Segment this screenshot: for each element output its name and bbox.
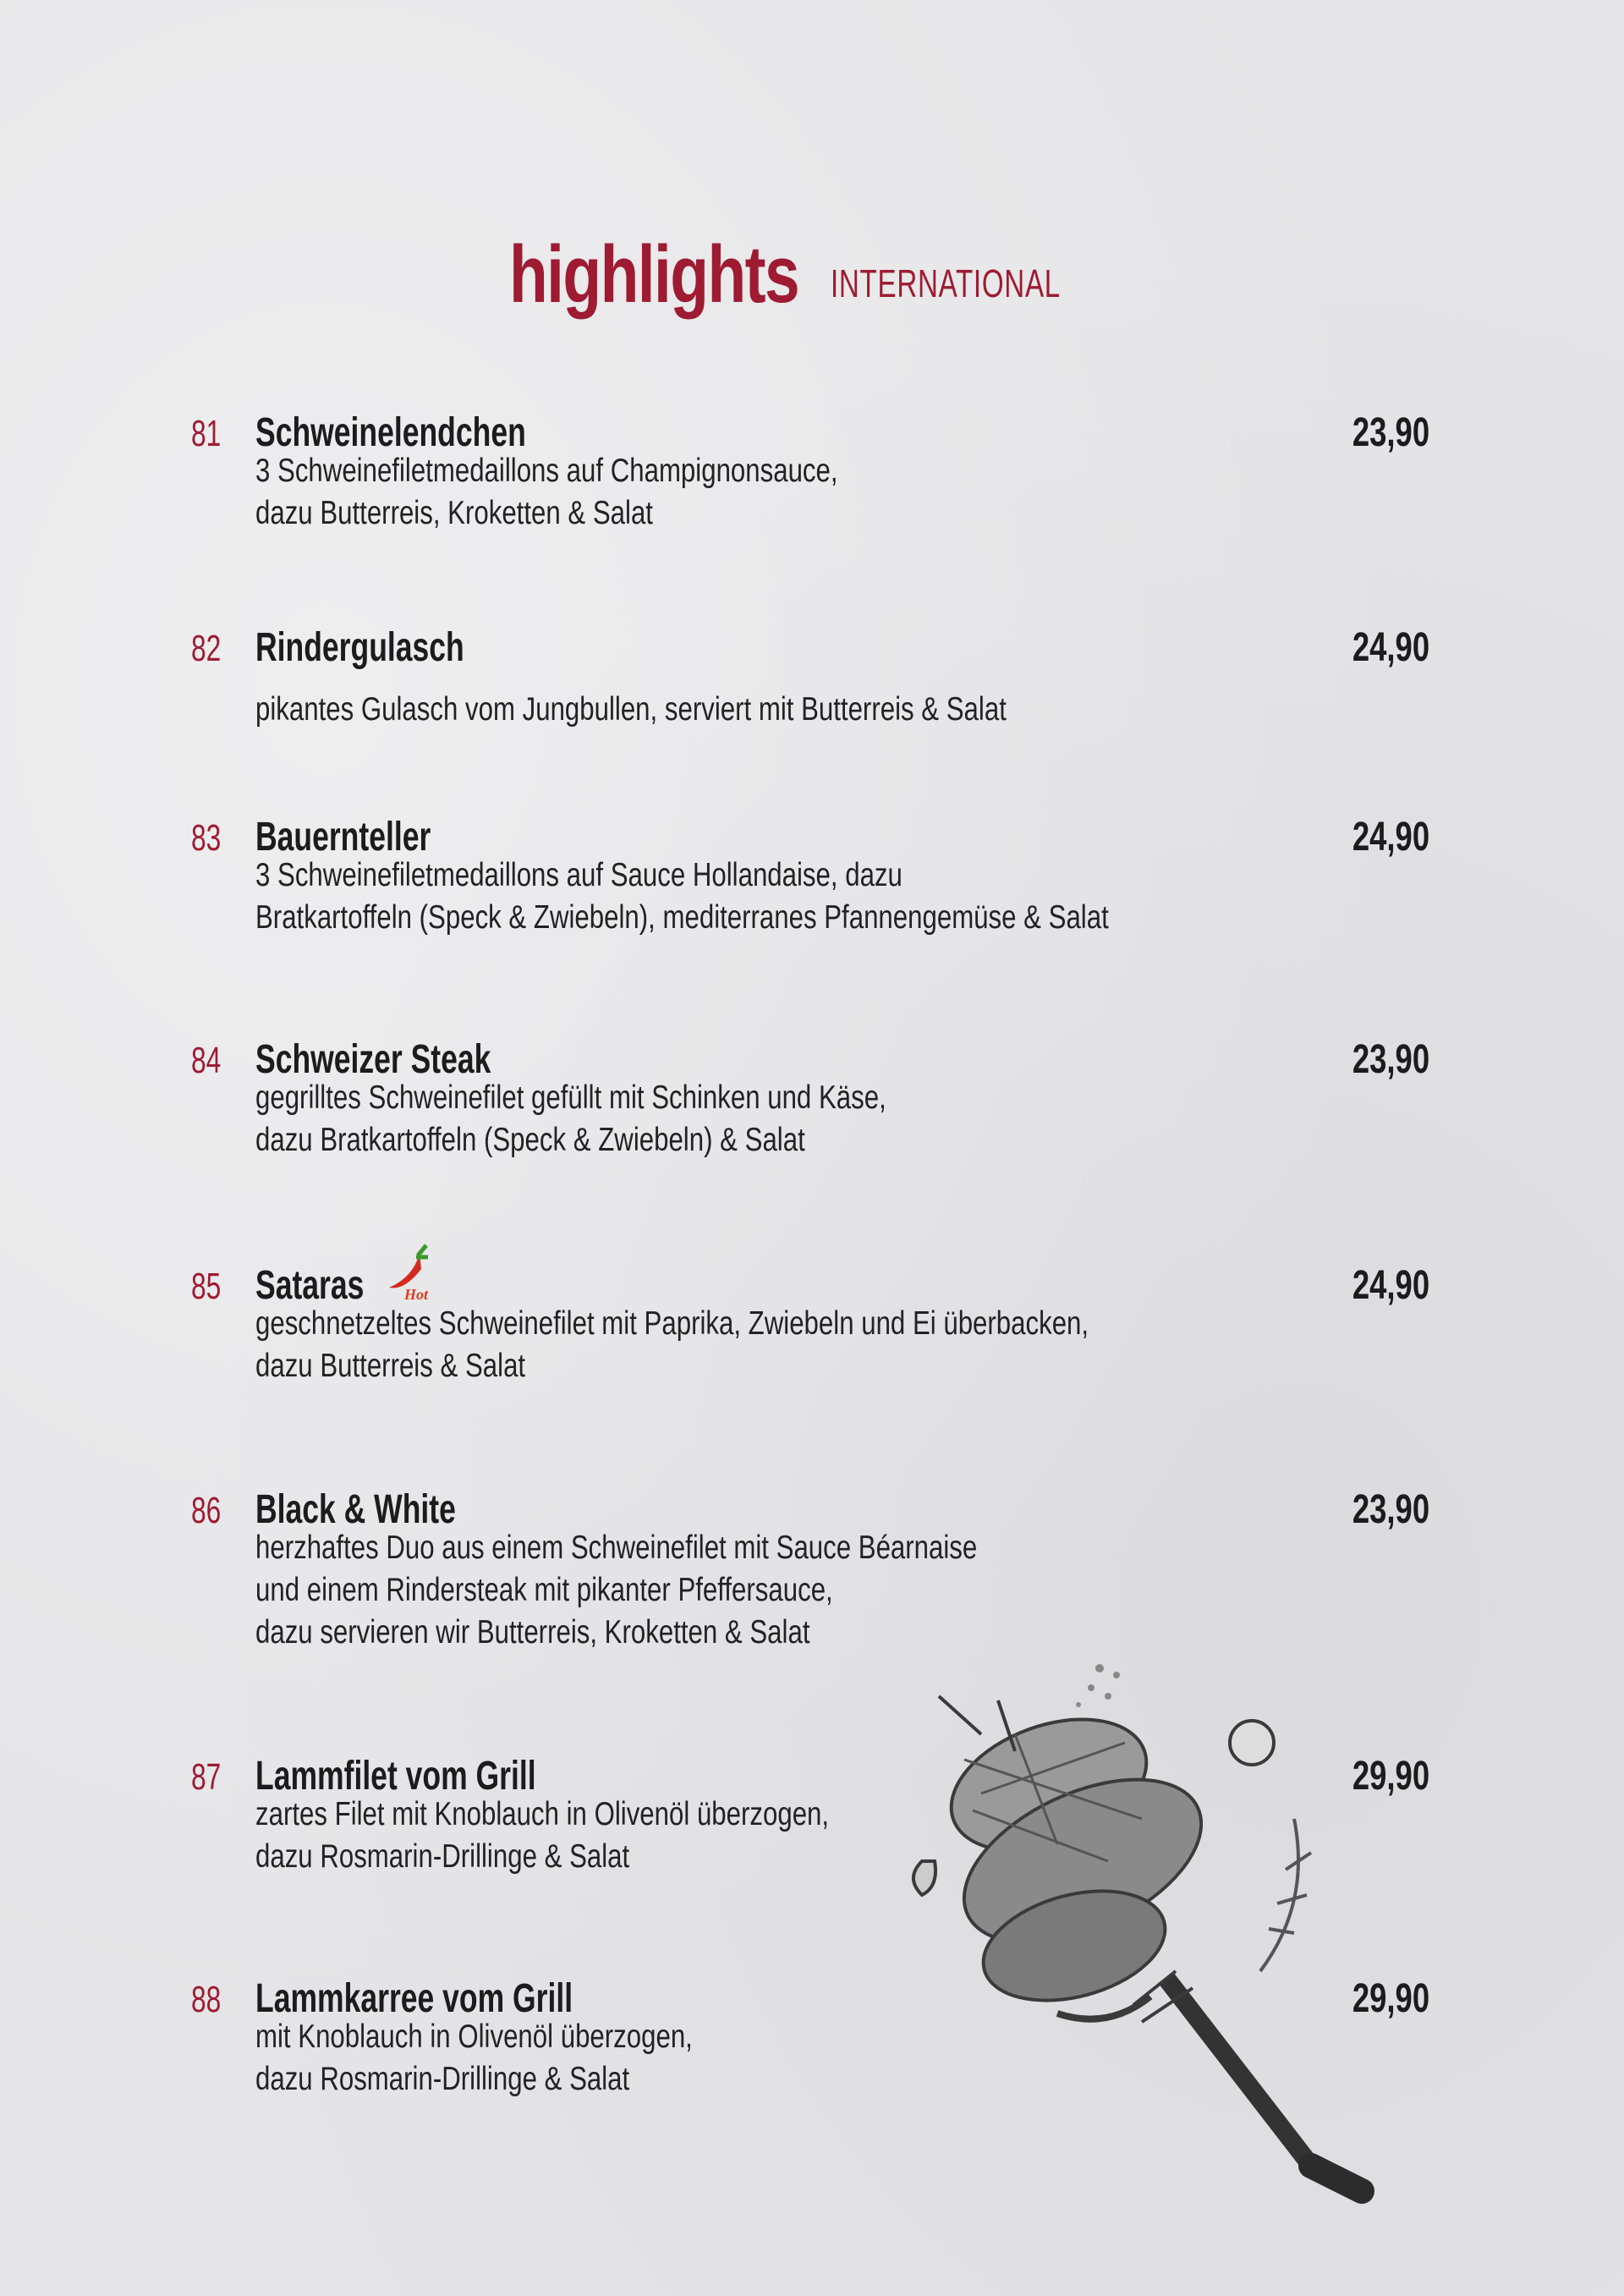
- item-name: Lammkarree vom Grill: [255, 1976, 573, 2021]
- description-line: Bratkartoffeln (Speck & Zwiebeln), mediterranes Pfannengemüse & Salat: [255, 899, 1109, 936]
- steak-on-fork-illustration: [888, 1650, 1413, 2208]
- description-line: 3 Schweinefiletmedaillons auf Sauce Hollandaise, dazu: [255, 857, 903, 893]
- item-name: Schweizer Steak: [255, 1037, 491, 1082]
- description-line: gegrilltes Schweinefilet gefüllt mit Schinken und Käse,: [255, 1079, 886, 1116]
- menu-heading: [509, 228, 1061, 321]
- page-title: highlights: [509, 229, 799, 320]
- description-line: dazu Rosmarin-Drillinge & Salat: [255, 1838, 630, 1875]
- item-number: 85: [191, 1266, 222, 1307]
- item-name: Rindergulasch: [255, 625, 464, 670]
- page-subtitle: INTERNATIONAL: [831, 261, 1061, 305]
- item-description: [255, 689, 1007, 731]
- item-price: 23,90: [1352, 1037, 1429, 1082]
- description-line: 3 Schweinefiletmedaillons auf Champignonsauce,: [255, 453, 838, 489]
- description-line: pikantes Gulasch vom Jungbullen, serviert mit Butterreis & Salat: [255, 691, 1007, 728]
- hot-chili-icon: [379, 1244, 438, 1303]
- item-price: 23,90: [1352, 1487, 1429, 1532]
- item-name: Schweinelendchen: [255, 410, 526, 455]
- item-description: [255, 450, 838, 535]
- item-description: [255, 1077, 886, 1162]
- item-price: 23,90: [1352, 410, 1429, 455]
- item-description: [255, 854, 1109, 939]
- item-name: Bauernteller: [255, 815, 431, 860]
- item-price: 29,90: [1352, 1754, 1429, 1799]
- item-price: 24,90: [1352, 625, 1429, 670]
- description-line: dazu Bratkartoffeln (Speck & Zwiebeln) & Salat: [255, 1122, 805, 1158]
- item-number: 86: [191, 1490, 222, 1531]
- item-number: 81: [191, 413, 222, 454]
- item-number: 87: [191, 1756, 222, 1798]
- item-price: 29,90: [1352, 1976, 1429, 2021]
- description-line: herzhaftes Duo aus einem Schweinefilet mit Sauce Béarnaise: [255, 1530, 978, 1566]
- description-line: dazu Rosmarin-Drillinge & Salat: [255, 2061, 630, 2097]
- item-number: 82: [191, 628, 222, 669]
- item-name: Black & White: [255, 1487, 456, 1532]
- description-line: geschnetzeltes Schweinefilet mit Paprika, Zwiebeln und Ei überbacken,: [255, 1305, 1089, 1342]
- item-description: [255, 2016, 693, 2101]
- item-number: 88: [191, 1979, 222, 2020]
- item-number: 84: [191, 1040, 222, 1081]
- item-description: [255, 1793, 829, 1878]
- svg-text:Hot: Hot: [404, 1286, 429, 1303]
- item-name: Sataras: [255, 1263, 365, 1308]
- description-line: dazu servieren wir Butterreis, Kroketten & Salat: [255, 1614, 810, 1651]
- item-description: [255, 1527, 977, 1654]
- item-name: Lammfilet vom Grill: [255, 1754, 536, 1799]
- item-price: 24,90: [1352, 815, 1429, 860]
- item-price: 24,90: [1352, 1263, 1429, 1308]
- item-description: [255, 1303, 1089, 1387]
- description-line: dazu Butterreis, Kroketten & Salat: [255, 495, 653, 531]
- description-line: und einem Rindersteak mit pikanter Pfeffersauce,: [255, 1572, 833, 1608]
- item-number: 83: [191, 817, 222, 859]
- description-line: mit Knoblauch in Olivenöl überzogen,: [255, 2019, 693, 2055]
- description-line: dazu Butterreis & Salat: [255, 1348, 526, 1384]
- description-line: zartes Filet mit Knoblauch in Olivenöl überzogen,: [255, 1796, 830, 1832]
